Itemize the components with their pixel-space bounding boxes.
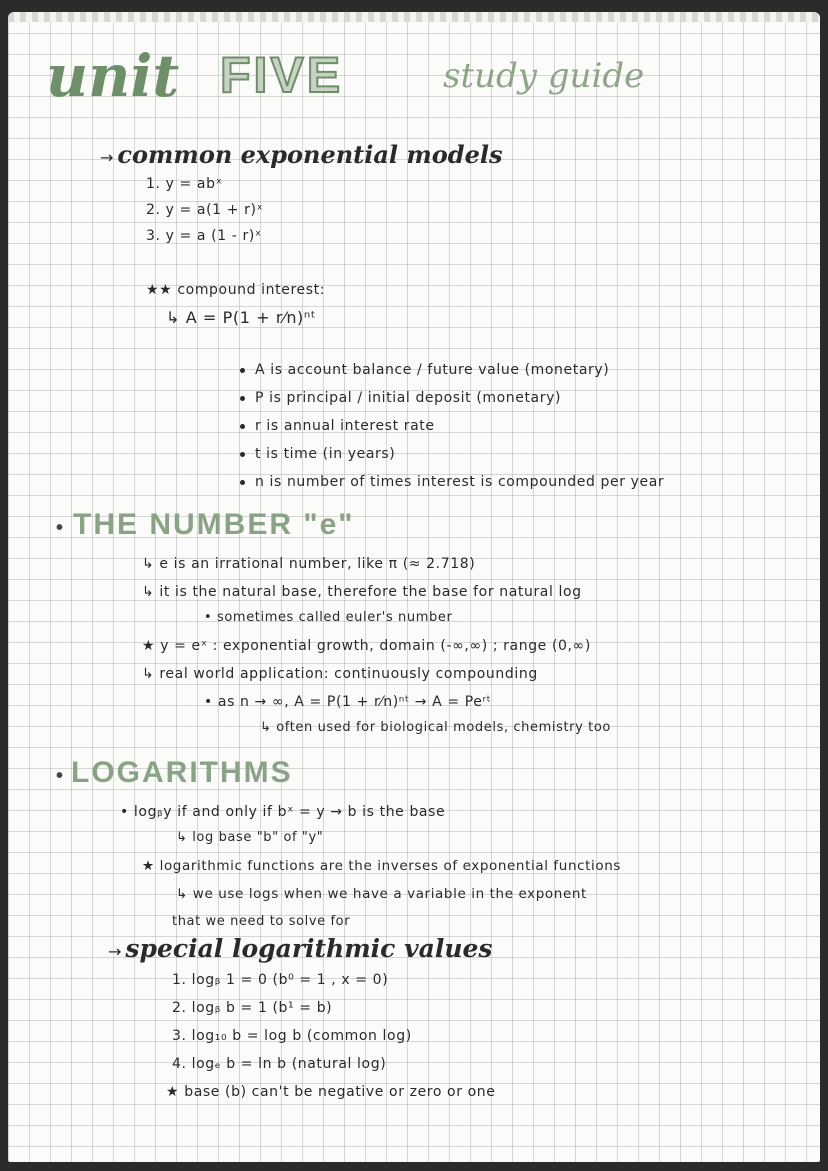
arrow-icon: → bbox=[108, 942, 122, 961]
e-line-7: ↳ often used for biological models, chemistry too bbox=[260, 720, 611, 735]
compound-interest-formula: ↳ A = P(1 + r⁄n)ⁿᵗ bbox=[166, 308, 317, 327]
heading-logarithms bbox=[56, 756, 293, 790]
compound-bullet-p-text: P is principal / initial deposit (monetary) bbox=[255, 390, 562, 406]
compound-bullet-t-text: t is time (in years) bbox=[255, 446, 396, 462]
log-line-1: • logᵦy if and only if bˣ = y → b is the base bbox=[120, 804, 446, 820]
compound-bullet-r bbox=[240, 418, 435, 434]
heading-special-values bbox=[108, 934, 492, 963]
e-line-4: ★ y = eˣ : exponential growth, domain (-∞,∞) ; range (0,∞) bbox=[142, 638, 591, 654]
special-note: ★ base (b) can't be negative or zero or one bbox=[166, 1084, 496, 1100]
title-study-guide: study guide bbox=[443, 56, 645, 96]
special-item-4: 4. logₑ b = ln b (natural log) bbox=[172, 1056, 387, 1072]
special-item-2: 2. logᵦ b = 1 (b¹ = b) bbox=[172, 1000, 333, 1016]
model-item-2: 2. y = a(1 + r)ˣ bbox=[146, 202, 264, 218]
title-five: FIVE bbox=[220, 47, 344, 103]
special-item-3: 3. log₁₀ b = log b (common log) bbox=[172, 1028, 412, 1044]
bullet-icon bbox=[240, 396, 245, 401]
compound-bullet-p bbox=[240, 390, 561, 406]
e-line-1: ↳ e is an irrational number, like π (≈ 2.718) bbox=[142, 556, 476, 572]
heading-number-e bbox=[56, 508, 354, 542]
log-line-4: ↳ we use logs when we have a variable in the exponent bbox=[176, 886, 587, 902]
compound-bullet-a bbox=[240, 362, 609, 378]
compound-bullet-a-text: A is account balance / future value (monetary) bbox=[255, 362, 610, 378]
special-item-1: 1. logᵦ 1 = 0 (b⁰ = 1 , x = 0) bbox=[172, 972, 389, 988]
compound-bullet-r-text: r is annual interest rate bbox=[255, 418, 435, 434]
heading-logarithms-text: LOGARITHMS bbox=[71, 756, 293, 789]
heading-number-e-text: THE NUMBER "e" bbox=[73, 508, 355, 541]
spiral-binding-edge bbox=[8, 12, 820, 22]
title-unit: unit bbox=[46, 42, 180, 110]
e-line-5: ↳ real world application: continuously compounding bbox=[142, 666, 538, 682]
bullet-icon bbox=[240, 368, 245, 373]
bullet-icon bbox=[240, 452, 245, 457]
compound-bullet-t bbox=[240, 446, 395, 462]
bullet-icon bbox=[240, 424, 245, 429]
e-line-6: • as n → ∞, A = P(1 + r⁄n)ⁿᵗ → A = Peʳᵗ bbox=[204, 694, 492, 710]
log-line-3: ★ logarithmic functions are the inverses of exponential functions bbox=[142, 858, 622, 874]
arrow-icon: → bbox=[100, 148, 114, 167]
model-item-1: 1. y = abˣ bbox=[146, 176, 223, 192]
bullet-icon bbox=[240, 480, 245, 485]
model-item-3: 3. y = a (1 - r)ˣ bbox=[146, 228, 262, 244]
compound-interest-label: ★★ compound interest: bbox=[146, 282, 326, 298]
heading-common-models bbox=[100, 140, 502, 169]
compound-bullet-n bbox=[240, 474, 664, 490]
log-line-2: ↳ log base "b" of "y" bbox=[176, 830, 324, 845]
bullet-icon: • bbox=[56, 517, 66, 539]
notebook-page bbox=[8, 12, 820, 1162]
log-line-5: that we need to solve for bbox=[172, 914, 351, 929]
compound-bullet-n-text: n is number of times interest is compounded per year bbox=[255, 474, 665, 490]
heading-common-models-text: common exponential models bbox=[117, 140, 503, 169]
e-line-3: • sometimes called euler's number bbox=[204, 610, 453, 625]
heading-special-values-text: special logarithmic values bbox=[125, 934, 493, 963]
bullet-icon: • bbox=[56, 765, 66, 787]
e-line-2: ↳ it is the natural base, therefore the base for natural log bbox=[142, 584, 582, 600]
